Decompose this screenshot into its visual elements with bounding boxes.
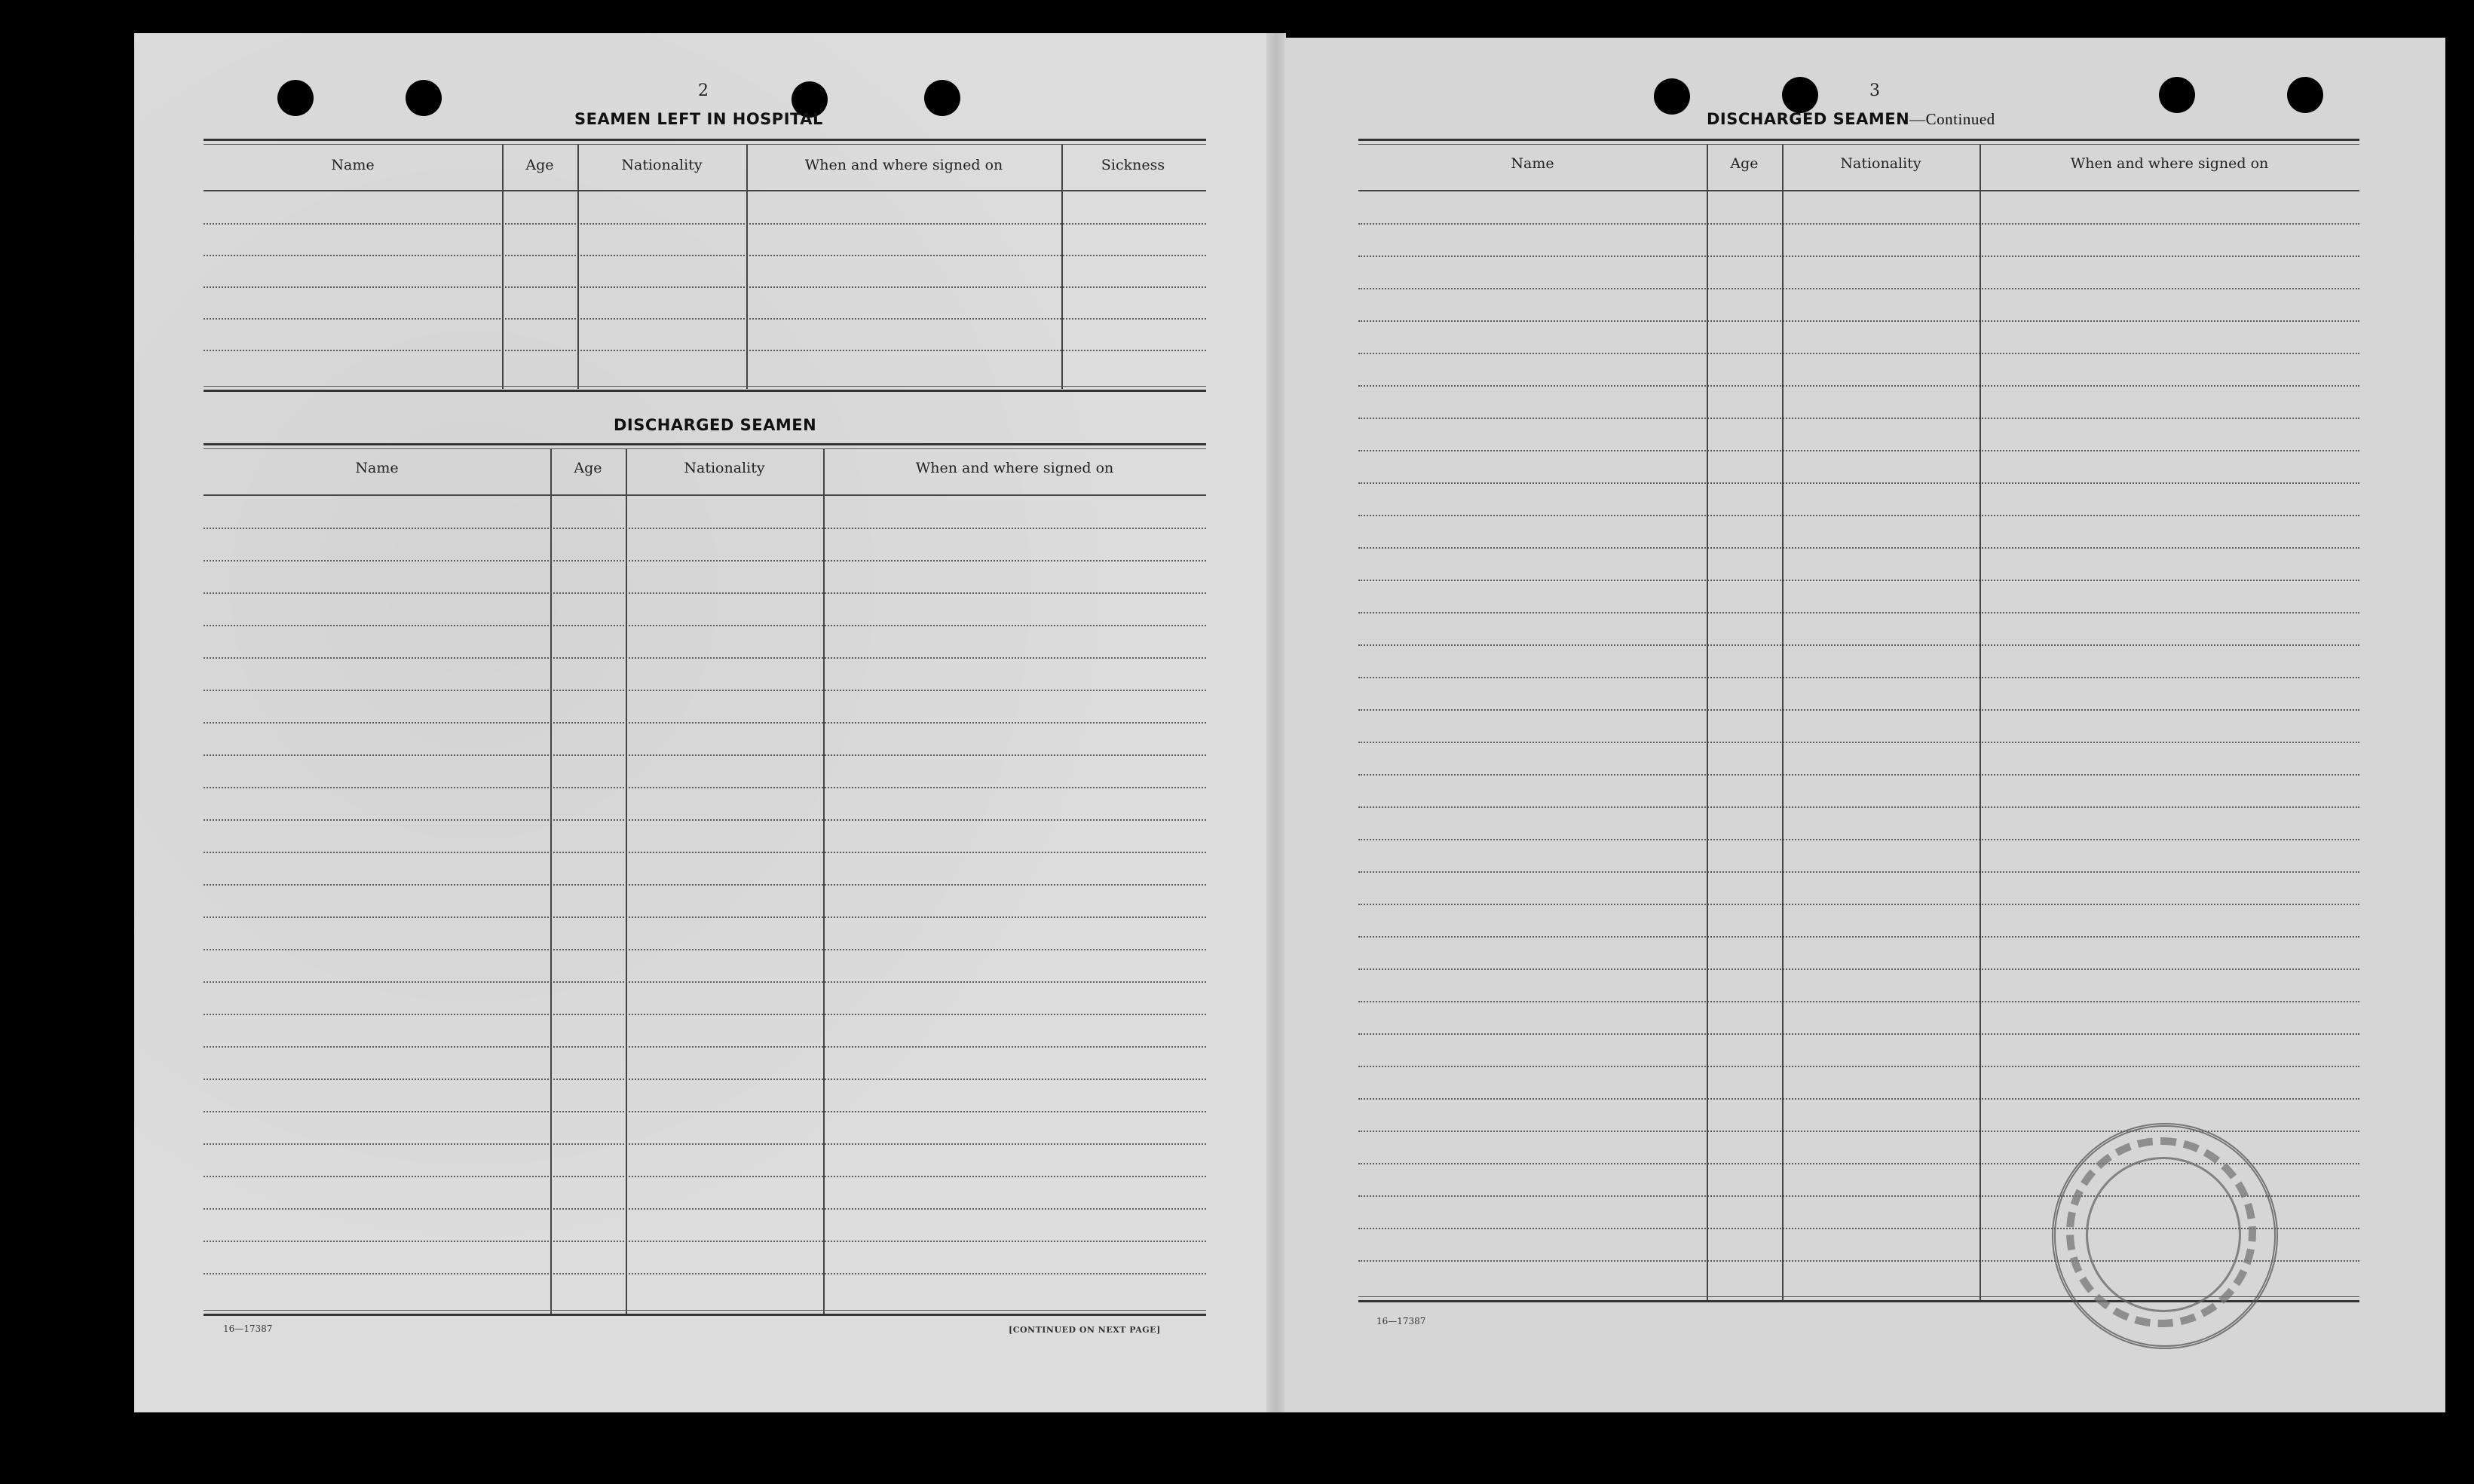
table-top-rule bbox=[204, 139, 1206, 145]
column-header-signed-on: When and where signed on bbox=[804, 157, 1003, 173]
punch-hole bbox=[2287, 77, 2323, 113]
table-row bbox=[204, 754, 1206, 756]
table-row bbox=[1358, 353, 2359, 354]
table-bottom-rule bbox=[204, 386, 1206, 392]
table-row bbox=[204, 528, 1206, 529]
table-row bbox=[204, 1273, 1206, 1274]
table-row bbox=[204, 916, 1206, 918]
table-row bbox=[204, 1241, 1206, 1242]
table-row bbox=[204, 1143, 1206, 1145]
form-number: 16—17387 bbox=[1376, 1316, 1426, 1326]
table-row bbox=[1358, 547, 2359, 549]
table-row bbox=[204, 722, 1206, 724]
table-row bbox=[204, 255, 1206, 256]
column-divider bbox=[577, 145, 579, 389]
discharged-continued-title bbox=[1707, 110, 1995, 129]
table-row bbox=[204, 286, 1206, 288]
table-row bbox=[1358, 482, 2359, 484]
header-rule bbox=[204, 190, 1206, 191]
table-row bbox=[204, 625, 1206, 626]
discharged-table-left bbox=[204, 443, 1206, 1322]
hospital-section-title: SEAMEN LEFT IN HOSPITAL bbox=[574, 110, 823, 128]
table-row bbox=[1358, 1001, 2359, 1002]
table-row bbox=[204, 884, 1206, 886]
table-row bbox=[204, 949, 1206, 950]
hospital-table bbox=[204, 139, 1206, 395]
table-top-rule bbox=[204, 443, 1206, 449]
punch-hole bbox=[1782, 77, 1818, 113]
title-text: DISCHARGED SEAMEN bbox=[1707, 110, 1910, 128]
column-header-age: Age bbox=[525, 157, 554, 173]
table-row bbox=[1358, 515, 2359, 516]
column-divider bbox=[550, 449, 552, 1314]
table-top-rule bbox=[1358, 139, 2359, 145]
table-row bbox=[1358, 580, 2359, 581]
table-row bbox=[204, 787, 1206, 788]
column-header-name: Name bbox=[331, 157, 375, 173]
table-row bbox=[1358, 904, 2359, 905]
page-number: 2 bbox=[698, 81, 709, 100]
column-divider bbox=[1061, 145, 1063, 389]
table-row bbox=[204, 592, 1206, 594]
table-row bbox=[1358, 774, 2359, 776]
table-row bbox=[1358, 1033, 2359, 1035]
table-row bbox=[1358, 677, 2359, 678]
table-row bbox=[204, 1079, 1206, 1080]
table-row bbox=[1358, 871, 2359, 873]
table-row bbox=[204, 819, 1206, 821]
table-row bbox=[204, 318, 1206, 320]
table-row bbox=[1358, 968, 2359, 970]
column-divider bbox=[746, 145, 748, 389]
table-row bbox=[1358, 450, 2359, 451]
form-number: 16—17387 bbox=[223, 1323, 273, 1334]
table-row bbox=[1358, 385, 2359, 387]
column-divider bbox=[1782, 145, 1784, 1301]
table-row bbox=[1358, 742, 2359, 743]
discharged-section-title: DISCHARGED SEAMEN bbox=[614, 416, 817, 434]
header-rule bbox=[1358, 190, 2359, 191]
header-rule bbox=[204, 494, 1206, 496]
table-row bbox=[204, 1176, 1206, 1177]
table-row bbox=[204, 657, 1206, 659]
table-row bbox=[1358, 418, 2359, 419]
table-row bbox=[1358, 1098, 2359, 1100]
table-row bbox=[1358, 709, 2359, 711]
table-row bbox=[1358, 806, 2359, 808]
column-divider bbox=[1980, 145, 1981, 1301]
table-row bbox=[204, 1111, 1206, 1112]
stamp-center bbox=[2086, 1157, 2241, 1312]
table-row bbox=[204, 350, 1206, 351]
column-header-nationality: Nationality bbox=[684, 460, 765, 476]
column-divider bbox=[502, 145, 504, 389]
table-row bbox=[204, 690, 1206, 691]
column-header-nationality: Nationality bbox=[1840, 155, 1921, 172]
column-divider bbox=[1707, 145, 1708, 1301]
table-row bbox=[204, 981, 1206, 983]
table-row bbox=[204, 852, 1206, 853]
punch-hole bbox=[277, 80, 314, 116]
table-row bbox=[204, 223, 1206, 225]
postmark-stamp bbox=[2052, 1123, 2278, 1349]
table-row bbox=[1358, 223, 2359, 225]
punch-hole bbox=[1654, 78, 1690, 115]
table-row bbox=[1358, 644, 2359, 646]
title-suffix: —Continued bbox=[1909, 110, 1995, 128]
continued-note: [CONTINUED ON NEXT PAGE] bbox=[1009, 1325, 1161, 1335]
table-row bbox=[204, 560, 1206, 561]
punch-hole bbox=[2159, 77, 2195, 113]
table-row bbox=[1358, 320, 2359, 322]
column-header-nationality: Nationality bbox=[621, 157, 703, 173]
table-row bbox=[1358, 936, 2359, 938]
column-header-signed-on: When and where signed on bbox=[2070, 155, 2269, 172]
column-header-sickness: Sickness bbox=[1101, 157, 1165, 173]
column-divider bbox=[626, 449, 627, 1314]
table-bottom-rule bbox=[204, 1310, 1206, 1316]
table-row bbox=[1358, 612, 2359, 613]
table-row bbox=[204, 1046, 1206, 1048]
column-header-name: Name bbox=[355, 460, 399, 476]
column-header-name: Name bbox=[1511, 155, 1554, 172]
table-row bbox=[204, 1014, 1206, 1015]
table-row bbox=[1358, 255, 2359, 257]
page-number: 3 bbox=[1869, 81, 1880, 100]
table-row bbox=[204, 1208, 1206, 1210]
table-row bbox=[1358, 839, 2359, 840]
column-header-age: Age bbox=[574, 460, 602, 476]
table-row bbox=[1358, 1066, 2359, 1067]
punch-hole bbox=[406, 80, 442, 116]
punch-hole bbox=[924, 80, 960, 116]
page-fold bbox=[1266, 33, 1286, 1412]
table-row bbox=[1358, 288, 2359, 289]
column-header-age: Age bbox=[1730, 155, 1759, 172]
column-header-signed-on: When and where signed on bbox=[915, 460, 1114, 476]
column-divider bbox=[823, 449, 825, 1314]
